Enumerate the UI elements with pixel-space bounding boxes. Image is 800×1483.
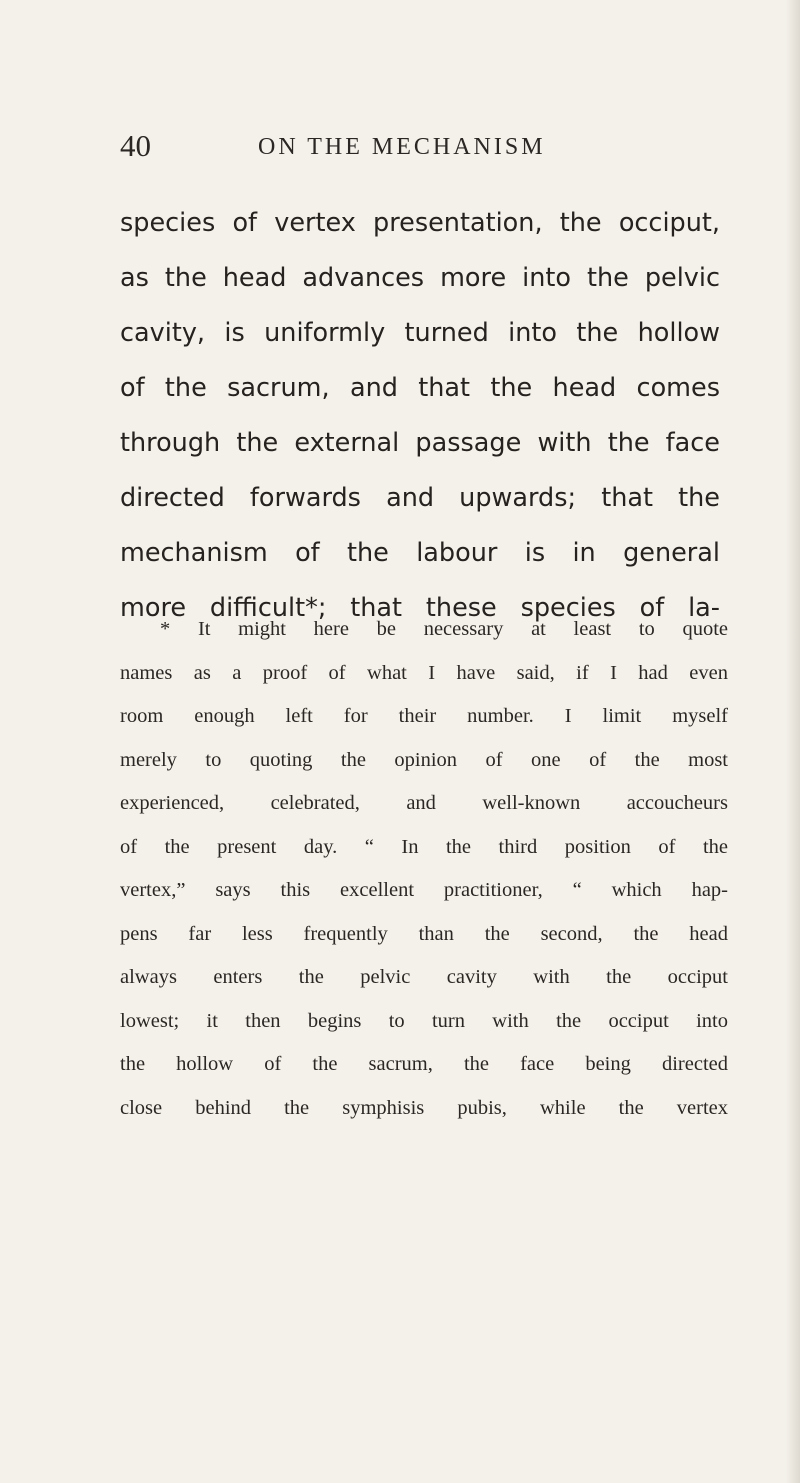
footnote-line: experienced, celebrated, and well-known accoucheurs: [120, 792, 728, 814]
footnote-line: pens far less frequently than the second, the head: [120, 922, 728, 945]
running-head: ON THE MECHANISM: [258, 134, 546, 160]
footnote-line: vertex,” says this excellent practitioner, “ which hap-: [120, 879, 728, 901]
footnote-line: lowest; it then begins to turn with the occiput into: [120, 1009, 728, 1032]
body-paragraph: [120, 196, 720, 636]
body-line: mechanism of the labour is in general: [120, 538, 720, 568]
footnote-line: * It might here be necessary at least to quote: [160, 618, 728, 640]
footnote-line: close behind the symphisis pubis, while the vertex: [120, 1096, 728, 1119]
body-line: through the external passage with the face: [120, 428, 720, 458]
body-line: cavity, is uniformly turned into the hollow: [120, 318, 720, 348]
body-line: of the sacrum, and that the head comes: [120, 373, 720, 403]
page-header: [120, 128, 720, 174]
page-number: 40: [120, 128, 151, 163]
body-line: more difficult*; that these species of la-: [120, 593, 720, 623]
footnote-line: the hollow of the sacrum, the face being directed: [120, 1053, 728, 1075]
footnote: [120, 608, 728, 1130]
page-edge-shadow: [786, 0, 800, 1483]
footnote-line: room enough left for their number. I limit myself: [120, 705, 728, 727]
body-line: directed forwards and upwards; that the: [120, 483, 720, 513]
footnote-line: names as a proof of what I have said, if I had even: [120, 661, 728, 684]
footnote-line: merely to quoting the opinion of one of the most: [120, 748, 728, 771]
body-line: species of vertex presentation, the occiput,: [120, 208, 720, 238]
footnote-line: of the present day. “ In the third position of the: [120, 835, 728, 858]
footnote-line: always enters the pelvic cavity with the occiput: [120, 966, 728, 988]
body-line: as the head advances more into the pelvic: [120, 263, 720, 293]
